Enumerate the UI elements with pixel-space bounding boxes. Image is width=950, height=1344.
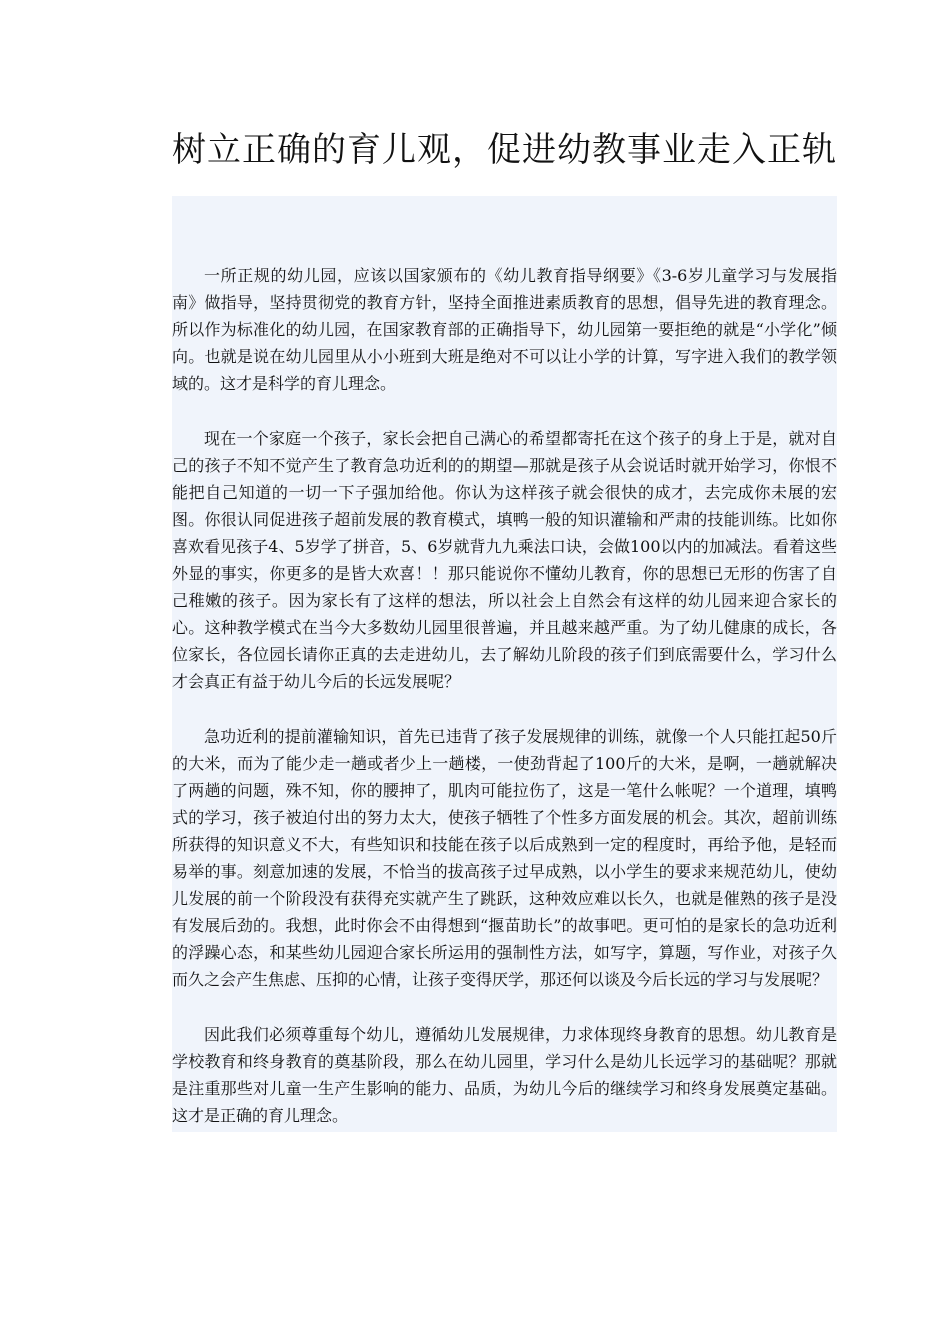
- article-body: [172, 262, 837, 1157]
- paragraph-2: 现在一个家庭一个孩子，家长会把自己满心的希望都寄托在这个孩子的身上于是，就对自己的孩子不知不觉产生了教育急功近利的的期望—那就是孩子从会说话时就开始学习，你恨不能把自己知道的一切一下子强加给他。你认为这样孩子就会很快的成才，去完成你未展的宏图。你很认同促进孩子超前发展的教育模式，填鸭一般的知识灌输和严肃的技能训练。比如你喜欢看见孩子4、5岁学了拼音，5、6岁就背九九乘法口诀，会做100以内的加减法。看着这些外显的事实，你更多的是皆大欢喜！！那只能说你不懂幼儿教育，你的思想已无形的伤害了自己稚嫩的孩子。因为家长有了这样的想法，所以社会上自然会有这样的幼儿园来迎合家长的心。这种教学模式在当今大多数幼儿园里很普遍，并且越来越严重。为了幼儿健康的成长，各位家长，各位园长请你正真的去走进幼儿，去了解幼儿阶段的孩子们到底需要什么，学习什么才会真正有益于幼儿今后的长远发展呢？: [172, 429, 837, 691]
- paragraph-3: 急功近利的提前灌输知识，首先已违背了孩子发展规律的训练，就像一个人只能扛起50斤的大米，而为了能少走一趟或者少上一趟楼，一使劲背起了100斤的大米，是啊，一趟就解决了两趟的问题，殊不知，你的腰抻了，肌肉可能拉伤了，这是一笔什么帐呢？一个道理，填鸭式的学习，孩子被迫付出的努力太大，使孩子牺牲了个性多方面发展的机会。其次，超前训练所获得的知识意义不大，有些知识和技能在孩子以后成熟到一定的程度时，再给予他，是轻而易举的事。刻意加速的发展，不恰当的拔高孩子过早成熟，以小学生的要求来规范幼儿，使幼儿发展的前一个阶段没有获得充实就产生了跳跃，这种效应难以长久，也就是催熟的孩子是没有发展后劲的。我想，此时你会不由得想到“揠苗助长”的故事吧。更可怕的是家长的急功近利的浮躁心态，和某些幼儿园迎合家长所运用的强制性方法，如写字，算题，写作业，对孩子久而久之会产生焦虑、压抑的心情，让孩子变得厌学，那还何以谈及今后长远的学习与发展呢？: [172, 727, 837, 989]
- page-title: 树立正确的育儿观，促进幼教事业走入正轨: [172, 130, 837, 170]
- paragraph-4: 因此我们必须尊重每个幼儿，遵循幼儿发展规律，力求体现终身教育的思想。幼儿教育是学校教育和终身教育的奠基阶段，那么在幼儿园里，学习什么是幼儿长远学习的基础呢？那就是注重那些对儿童一生产生影响的能力、品质，为幼儿今后的继续学习和终身发展奠定基础。这才是正确的育儿理念。: [172, 1025, 837, 1125]
- paragraph-1: 一所正规的幼儿园，应该以国家颁布的《幼儿教育指导纲要》《3-6岁儿童学习与发展指南》做指导，坚持贯彻党的教育方针，坚持全面推进素质教育的思想，倡导先进的教育理念。所以作为标准化的幼儿园，在国家教育部的正确指导下，幼儿园第一要拒绝的就是“小学化”倾向。也就是说在幼儿园里从小小班到大班是绝对不可以让小学的计算，写字进入我们的教学领域的。这才是科学的育儿理念。: [172, 266, 837, 393]
